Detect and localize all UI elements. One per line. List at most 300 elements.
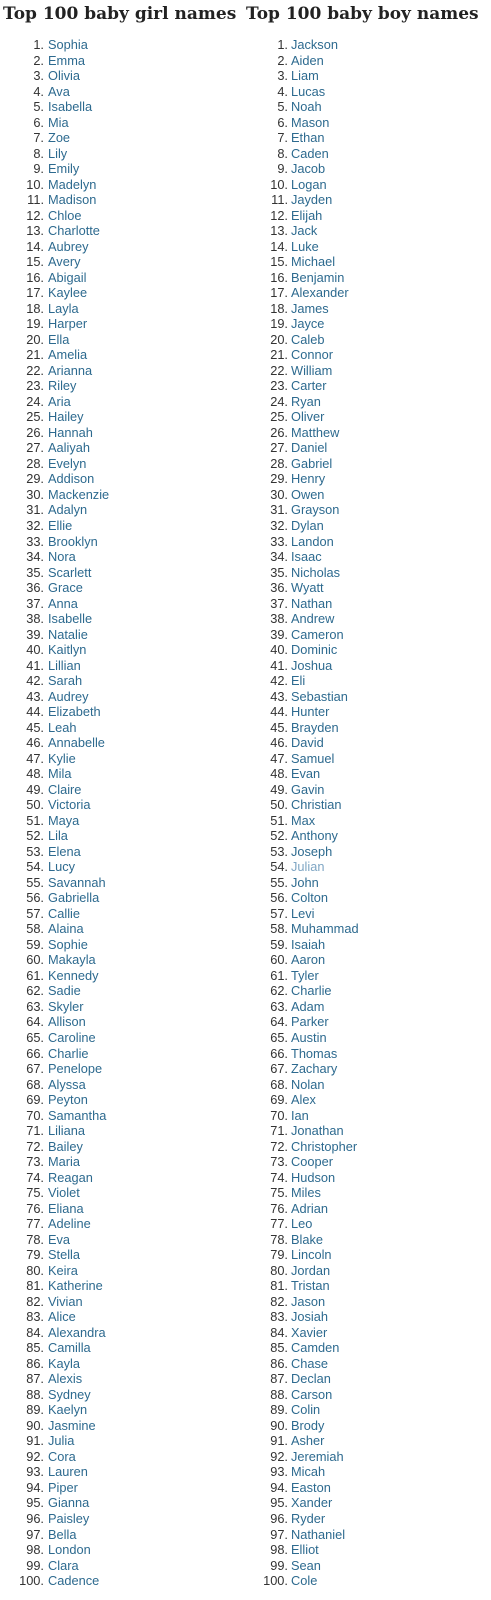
name-link[interactable]: Sophia	[48, 37, 88, 52]
name-link[interactable]: Ryan	[291, 393, 321, 409]
name-link[interactable]: Cole	[291, 1573, 318, 1589]
name-link[interactable]: Carter	[291, 378, 327, 394]
name-cell	[291, 378, 327, 394]
name-link[interactable]: Maya	[48, 812, 80, 828]
boys-list-item	[246, 596, 486, 612]
name-link[interactable]: Chase	[291, 1355, 328, 1371]
name-link[interactable]: Julia	[48, 1433, 75, 1449]
name-link[interactable]: Christian	[291, 797, 342, 813]
name-link[interactable]: Jayce	[291, 316, 325, 332]
name-link[interactable]: Ethan	[291, 130, 325, 146]
name-cell	[48, 115, 69, 131]
name-link[interactable]: Aaron	[291, 952, 326, 968]
rank-number: 17.	[26, 285, 44, 301]
name-link[interactable]: Anna	[48, 595, 78, 611]
name-cell	[48, 1309, 76, 1325]
rank-number: 19.	[270, 316, 288, 332]
name-link[interactable]: Peyton	[48, 1092, 88, 1108]
name-cell	[48, 1449, 76, 1465]
name-link[interactable]: Christopher	[291, 1138, 358, 1154]
boys-list-item	[246, 68, 486, 84]
name-link[interactable]: Grayson	[291, 502, 340, 518]
name-link[interactable]: Layla	[48, 300, 79, 316]
name-link[interactable]: Joseph	[291, 843, 333, 859]
name-link[interactable]: Aubrey	[48, 238, 89, 254]
name-link[interactable]: Kaylee	[48, 285, 88, 301]
girls-list-item	[0, 797, 240, 813]
rank-number: 73.	[26, 1154, 44, 1170]
girls-list-item	[0, 394, 240, 410]
name-link[interactable]: Adrian	[291, 1200, 328, 1216]
name-link[interactable]: Ava	[48, 83, 70, 99]
girls-list-item	[0, 1014, 240, 1030]
name-link[interactable]: Lucas	[291, 83, 326, 99]
name-link[interactable]: James	[291, 300, 329, 316]
name-link[interactable]: Lila	[48, 828, 68, 844]
name-link[interactable]: Keira	[48, 1262, 78, 1278]
name-link[interactable]: Hudson	[291, 1169, 336, 1185]
name-link[interactable]: Scarlett	[48, 564, 92, 580]
name-link[interactable]: Jack	[291, 223, 318, 239]
girls-list-item	[0, 549, 240, 565]
name-link[interactable]: Charlie	[48, 1045, 89, 1061]
name-link[interactable]: Annabelle	[48, 735, 105, 751]
rank-number: 39.	[270, 626, 288, 642]
name-link[interactable]: Violet	[48, 1185, 80, 1201]
name-link[interactable]: Cadence	[48, 1573, 100, 1589]
girls-list-item	[0, 1108, 240, 1124]
boys-list-item	[246, 1232, 486, 1248]
name-link[interactable]: Olivia	[48, 68, 80, 84]
name-link[interactable]: Samantha	[48, 1107, 107, 1123]
name-link[interactable]: Alex	[291, 1092, 316, 1108]
name-link[interactable]: Nathan	[291, 595, 333, 611]
name-link[interactable]: Austin	[291, 1030, 327, 1045]
name-link[interactable]: Camden	[291, 1340, 340, 1356]
name-link[interactable]: Aaliyah	[48, 440, 90, 456]
rank-number: 18.	[270, 300, 288, 316]
name-link[interactable]: Alyssa	[48, 1076, 86, 1092]
name-cell	[291, 223, 317, 239]
name-link[interactable]: Cora	[48, 1448, 76, 1464]
name-link[interactable]: Callie	[48, 905, 81, 921]
name-cell	[291, 440, 327, 456]
name-link[interactable]: Aria	[48, 393, 71, 409]
name-link[interactable]: Hannah	[48, 424, 93, 440]
name-link[interactable]: Lauren	[48, 1464, 88, 1480]
name-link[interactable]: Matthew	[291, 424, 340, 440]
name-link[interactable]: Victoria	[48, 797, 91, 813]
name-link[interactable]: Nolan	[291, 1076, 325, 1092]
name-link[interactable]: Riley	[48, 378, 77, 394]
name-cell	[291, 130, 324, 146]
name-link[interactable]: Declan	[291, 1371, 331, 1387]
name-link[interactable]: Alexander	[291, 285, 349, 301]
name-cell	[48, 844, 81, 860]
name-cell	[291, 720, 339, 736]
name-link[interactable]: Isabella	[48, 99, 93, 115]
name-link[interactable]: Elijah	[291, 207, 323, 223]
girls-list-item	[0, 1449, 240, 1465]
name-link[interactable]: Max	[291, 812, 316, 828]
rank-number: 61.	[270, 967, 288, 983]
name-link[interactable]: Eli	[291, 673, 306, 689]
girls-list-item	[0, 254, 240, 270]
rank-number: 85.	[270, 1340, 288, 1356]
name-cell	[291, 782, 324, 798]
rank-number: 66.	[26, 1045, 44, 1061]
name-link[interactable]: Brooklyn	[48, 533, 98, 549]
name-link[interactable]: Sarah	[48, 673, 83, 689]
name-link[interactable]: Tyler	[291, 967, 319, 983]
name-link[interactable]: Charlie	[291, 983, 332, 999]
name-link[interactable]: Micah	[291, 1464, 326, 1480]
girls-list-item	[0, 673, 240, 689]
name-cell	[48, 1558, 79, 1574]
name-link[interactable]: Audrey	[48, 688, 89, 704]
rank-number: 45.	[270, 719, 288, 735]
boys-list-item	[246, 363, 486, 379]
name-link[interactable]: Nora	[48, 549, 76, 565]
name-link[interactable]: Joshua	[291, 657, 333, 673]
name-cell	[48, 440, 90, 456]
name-link[interactable]: London	[48, 1542, 91, 1558]
name-link[interactable]: Elliot	[291, 1542, 319, 1558]
name-link[interactable]: Madelyn	[48, 176, 97, 192]
name-link[interactable]: Gabriella	[48, 890, 100, 906]
name-link[interactable]: Isabelle	[48, 611, 93, 627]
name-cell	[291, 487, 324, 503]
girls-list-item	[0, 735, 240, 751]
name-link[interactable]: Savannah	[48, 874, 106, 890]
name-link[interactable]: Maria	[48, 1154, 80, 1170]
name-link[interactable]: Hailey	[48, 409, 84, 425]
name-link[interactable]: Arianna	[48, 362, 93, 378]
name-link[interactable]: Nicholas	[291, 564, 341, 580]
name-link[interactable]: Elizabeth	[48, 704, 101, 720]
name-link[interactable]: Sadie	[48, 983, 81, 999]
name-link[interactable]: Isaiah	[291, 936, 326, 952]
name-link[interactable]: Josiah	[291, 1309, 328, 1325]
rank-number: 12.	[26, 207, 44, 223]
name-link[interactable]: Parker	[291, 1014, 329, 1030]
name-link[interactable]: Emily	[48, 161, 80, 177]
name-link[interactable]: Andrew	[291, 611, 335, 627]
girls-list-item	[0, 999, 240, 1015]
name-link[interactable]: Alice	[48, 1309, 76, 1325]
name-link[interactable]: Bella	[48, 1526, 77, 1542]
name-link[interactable]: Noah	[291, 99, 322, 115]
name-link[interactable]: Madison	[48, 192, 97, 208]
name-link[interactable]: Katherine	[48, 1278, 103, 1294]
girls-list-item	[0, 658, 240, 674]
name-link[interactable]: Samuel	[291, 750, 335, 766]
name-cell	[291, 146, 329, 162]
name-link[interactable]: Paisley	[48, 1510, 90, 1526]
name-link[interactable]: Lincoln	[291, 1247, 332, 1263]
boys-list-item	[246, 937, 486, 953]
name-link[interactable]: Kaelyn	[48, 1402, 88, 1418]
name-link[interactable]: Miles	[291, 1185, 321, 1201]
rank-number: 28.	[270, 455, 288, 471]
name-link[interactable]: Oliver	[291, 409, 325, 425]
name-link[interactable]: Levi	[291, 905, 315, 921]
name-link[interactable]: Adalyn	[48, 502, 88, 518]
name-link[interactable]: Charlotte	[48, 223, 100, 239]
name-link[interactable]: Luke	[291, 238, 319, 254]
name-cell	[48, 1480, 78, 1496]
name-link[interactable]: Colton	[291, 890, 328, 906]
name-link[interactable]: Camilla	[48, 1340, 91, 1356]
rank-number: 58.	[270, 921, 288, 937]
name-cell	[291, 751, 334, 767]
name-link[interactable]: Makayla	[48, 952, 96, 968]
rank-number: 9.	[33, 161, 44, 177]
name-link[interactable]: Jackson	[291, 37, 338, 52]
name-link[interactable]: Jordan	[291, 1262, 331, 1278]
name-link[interactable]: Landon	[291, 533, 334, 549]
name-link[interactable]: Kylie	[48, 750, 76, 766]
rank-number: 40.	[270, 642, 288, 658]
boys-list-item	[246, 285, 486, 301]
name-link[interactable]: Gianna	[48, 1495, 90, 1511]
name-link[interactable]: Mackenzie	[48, 486, 110, 502]
name-link[interactable]: Carson	[291, 1386, 333, 1402]
name-link[interactable]: Benjamin	[291, 269, 345, 285]
name-link[interactable]: Lucy	[48, 859, 76, 875]
name-link[interactable]: Alexandra	[48, 1324, 106, 1340]
name-link[interactable]: Tristan	[291, 1278, 330, 1294]
boys-list-item	[246, 487, 486, 503]
name-cell	[48, 316, 87, 332]
rank-number: 30.	[270, 486, 288, 502]
rank-number: 99.	[270, 1557, 288, 1573]
name-link[interactable]: Evan	[291, 766, 321, 782]
name-link[interactable]: Amelia	[48, 347, 88, 363]
name-link[interactable]: Sophie	[48, 936, 88, 952]
name-link[interactable]: Aiden	[291, 52, 324, 68]
name-link[interactable]: Sean	[291, 1557, 321, 1573]
name-link[interactable]: Jeremiah	[291, 1448, 344, 1464]
name-link[interactable]: Lillian	[48, 657, 81, 673]
name-link[interactable]: Brayden	[291, 719, 339, 735]
name-link[interactable]: Logan	[291, 176, 327, 192]
name-link[interactable]: Anthony	[291, 828, 338, 844]
name-link[interactable]: Caroline	[48, 1030, 96, 1045]
name-cell	[48, 223, 100, 239]
name-link[interactable]: Harper	[48, 316, 88, 332]
rank-number: 84.	[270, 1324, 288, 1340]
name-link[interactable]: Ellie	[48, 517, 73, 533]
name-link[interactable]: Sydney	[48, 1386, 91, 1402]
name-link[interactable]: William	[291, 362, 333, 378]
boys-list-item	[246, 84, 486, 100]
name-link[interactable]: Alaina	[48, 921, 84, 937]
name-link[interactable]: Eva	[48, 1231, 71, 1247]
boys-list-item	[246, 704, 486, 720]
name-link[interactable]: Cooper	[291, 1154, 333, 1170]
rank-number: 92.	[270, 1448, 288, 1464]
rank-number: 3.	[277, 68, 288, 84]
boys-list-item	[246, 223, 486, 239]
name-link[interactable]: Cameron	[291, 626, 344, 642]
name-cell	[291, 1247, 332, 1263]
name-link[interactable]: Ryder	[291, 1510, 326, 1526]
name-link[interactable]: Allison	[48, 1014, 86, 1030]
name-link[interactable]: Vivian	[48, 1293, 83, 1309]
rank-number: 80.	[26, 1262, 44, 1278]
name-link[interactable]: Sebastian	[291, 688, 348, 704]
rank-number: 41.	[270, 657, 288, 673]
name-link[interactable]: Gabriel	[291, 455, 333, 471]
name-link[interactable]: John	[291, 874, 319, 890]
boys-list-item	[246, 1278, 486, 1294]
rank-number: 9.	[277, 161, 288, 177]
name-link[interactable]: Jacob	[291, 161, 326, 177]
name-link[interactable]: Nathaniel	[291, 1526, 346, 1542]
name-link[interactable]: Caden	[291, 145, 329, 161]
name-link[interactable]: Isaac	[291, 549, 322, 565]
name-cell	[291, 363, 332, 379]
name-link[interactable]: Lily	[48, 145, 68, 161]
name-link[interactable]: Ian	[291, 1107, 309, 1123]
name-link[interactable]: Leah	[48, 719, 77, 735]
name-link[interactable]: Julian	[291, 859, 325, 875]
name-link[interactable]: Mason	[291, 114, 330, 130]
name-link[interactable]: David	[291, 735, 324, 751]
name-link[interactable]: Liam	[291, 68, 319, 84]
name-link[interactable]: Bailey	[48, 1138, 83, 1154]
rank-number: 63.	[270, 998, 288, 1014]
girls-list-item	[0, 84, 240, 100]
name-link[interactable]: Skyler	[48, 998, 84, 1014]
rank-number: 81.	[26, 1278, 44, 1294]
name-link[interactable]: Adam	[291, 998, 325, 1014]
name-cell	[291, 518, 324, 534]
name-link[interactable]: Kayla	[48, 1355, 81, 1371]
name-link[interactable]: Brody	[291, 1417, 325, 1433]
rank-number: 21.	[26, 347, 44, 363]
name-link[interactable]: Thomas	[291, 1045, 338, 1061]
name-cell	[291, 1418, 324, 1434]
girls-list-item	[0, 487, 240, 503]
name-cell	[291, 1185, 321, 1201]
name-cell	[48, 859, 75, 875]
name-link[interactable]: Stella	[48, 1247, 81, 1263]
rank-number: 22.	[26, 362, 44, 378]
name-link[interactable]: Grace	[48, 580, 83, 596]
rank-number: 62.	[270, 983, 288, 999]
name-link[interactable]: Avery	[48, 254, 81, 270]
name-cell	[48, 1433, 74, 1449]
name-link[interactable]: Kennedy	[48, 967, 99, 983]
girls-list-item	[0, 1139, 240, 1155]
name-link[interactable]: Zoe	[48, 130, 71, 146]
rank-number: 94.	[26, 1479, 44, 1495]
name-link[interactable]: Xander	[291, 1495, 333, 1511]
name-link[interactable]: Piper	[48, 1479, 78, 1495]
girls-list-item	[0, 704, 240, 720]
name-link[interactable]: Emma	[48, 52, 85, 68]
girls-list-item	[0, 68, 240, 84]
girls-list-item	[0, 1154, 240, 1170]
rank-number: 87.	[26, 1371, 44, 1387]
name-link[interactable]: Liliana	[48, 1123, 85, 1139]
name-link[interactable]: Connor	[291, 347, 333, 363]
name-link[interactable]: Mila	[48, 766, 72, 782]
name-link[interactable]: Penelope	[48, 1061, 103, 1077]
name-link[interactable]: Clara	[48, 1557, 79, 1573]
name-link[interactable]: Ella	[48, 331, 70, 347]
name-link[interactable]: Wyatt	[291, 580, 324, 596]
name-link[interactable]: Dylan	[291, 517, 324, 533]
name-link[interactable]: Gavin	[291, 781, 325, 797]
name-cell	[291, 84, 325, 100]
name-link[interactable]: Evelyn	[48, 455, 87, 471]
name-link[interactable]: Jayden	[291, 192, 333, 208]
name-link[interactable]: Easton	[291, 1479, 331, 1495]
name-link[interactable]: Xavier	[291, 1324, 328, 1340]
name-cell	[291, 890, 328, 906]
name-link[interactable]: Asher	[291, 1433, 325, 1449]
name-link[interactable]: Kaitlyn	[48, 642, 87, 658]
girls-list-item	[0, 208, 240, 224]
girls-list-item	[0, 534, 240, 550]
rank-number: 88.	[26, 1386, 44, 1402]
girls-list-item	[0, 1433, 240, 1449]
name-cell	[291, 813, 315, 829]
name-link[interactable]: Owen	[291, 486, 325, 502]
boys-name-list	[246, 37, 486, 1589]
name-link[interactable]: Colin	[291, 1402, 321, 1418]
name-link[interactable]: Abigail	[48, 269, 87, 285]
name-cell	[48, 130, 70, 146]
name-link[interactable]: Jonathan	[291, 1123, 344, 1139]
name-cell	[291, 115, 329, 131]
boys-list-item	[246, 1433, 486, 1449]
name-link[interactable]: Jasmine	[48, 1417, 96, 1433]
name-link[interactable]: Addison	[48, 471, 95, 487]
name-link[interactable]: Elena	[48, 843, 81, 859]
name-link[interactable]: Reagan	[48, 1169, 93, 1185]
name-cell	[48, 720, 76, 736]
boys-list-item	[246, 146, 486, 162]
name-link[interactable]: Michael	[291, 254, 336, 270]
name-link[interactable]: Chloe	[48, 207, 82, 223]
name-link[interactable]: Zachary	[291, 1061, 338, 1077]
name-link[interactable]: Claire	[48, 781, 82, 797]
name-link[interactable]: Eliana	[48, 1200, 84, 1216]
name-link[interactable]: Blake	[291, 1231, 324, 1247]
name-link[interactable]: Muhammad	[291, 921, 359, 937]
boys-list-item	[246, 844, 486, 860]
name-link[interactable]: Henry	[291, 471, 326, 487]
name-link[interactable]: Hunter	[291, 704, 330, 720]
name-link[interactable]: Caleb	[291, 331, 325, 347]
rank-number: 59.	[270, 936, 288, 952]
name-link[interactable]: Daniel	[291, 440, 328, 456]
name-link[interactable]: Natalie	[48, 626, 88, 642]
name-link[interactable]: Jason	[291, 1293, 326, 1309]
name-link[interactable]: Leo	[291, 1216, 313, 1232]
name-link[interactable]: Dominic	[291, 642, 338, 658]
name-link[interactable]: Adeline	[48, 1216, 91, 1232]
girls-list-item	[0, 1495, 240, 1511]
boys-list-item	[246, 565, 486, 581]
name-link[interactable]: Alexis	[48, 1371, 83, 1387]
name-link[interactable]: Mia	[48, 114, 69, 130]
girls-list-item	[0, 1371, 240, 1387]
